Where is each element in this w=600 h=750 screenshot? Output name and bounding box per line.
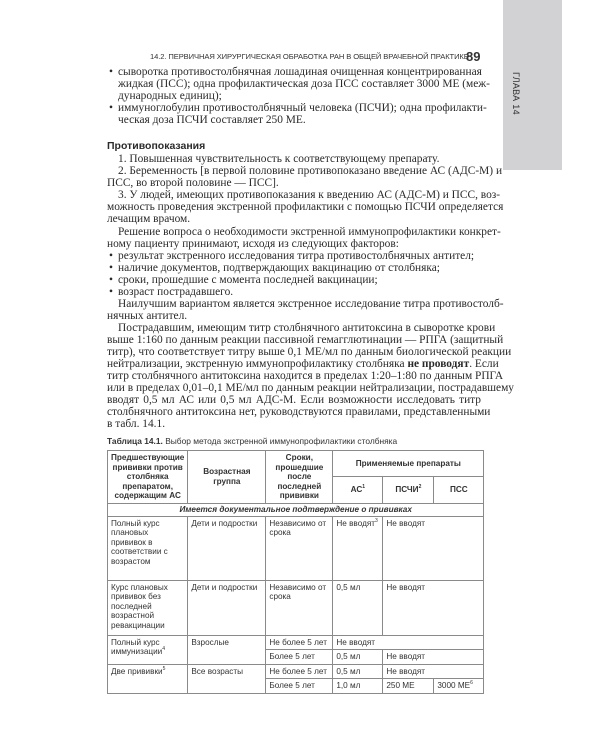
- prophylaxis-table: [107, 450, 484, 694]
- section-heading: Противопоказания: [107, 140, 206, 153]
- cell-age: Взрослые: [188, 635, 266, 664]
- cell-age: Дети и подростки: [188, 516, 266, 580]
- cell-prior: Две прививки$^5$: [108, 664, 188, 693]
- running-header: 14.2. ПЕРВИЧНАЯ ХИРУРГИЧЕСКАЯ ОБРАБОТКА РАН В ОБЩЕЙ ВРАЧЕБНОЙ ПРАКТИКЕ: [150, 52, 469, 61]
- cell-rest: Не вводят: [383, 580, 484, 635]
- cell-all: Не вводят: [333, 635, 484, 650]
- table-row: [108, 580, 484, 635]
- cell-rest: Не вводят: [383, 650, 484, 665]
- paragraph-line: нячных антител.: [107, 309, 188, 322]
- paragraph-line: ному пациенту принимают, исходя из следующих факторов:: [107, 237, 399, 250]
- body-text: [107, 66, 514, 431]
- cell-as: 0,5 мл: [333, 650, 383, 665]
- bullet-line: жидкая (ПСС); одна профилактическая доза ПСС составляет 3000 МЕ (меж-: [118, 78, 490, 91]
- paragraph-line: Решение вопроса о необходимости экстренной иммунопрофилактики конкрет-: [118, 225, 501, 238]
- header-pschi: ПСЧИ$^2$: [383, 477, 434, 503]
- header-pss: ПСС: [434, 477, 484, 503]
- paragraph-line: столбнячного антитоксина нет, руководствуются правилами, представленными: [107, 406, 491, 419]
- bullet-line: • иммуноглобулин противостолбнячный человека (ПСЧИ); одна профилакти-: [107, 102, 481, 114]
- paragraph-line: лечащим врачом.: [107, 213, 191, 226]
- cell-pschi: 250 МЕ: [383, 679, 434, 694]
- cell-rest: Не вводят: [383, 664, 484, 679]
- bullet-line: • результат экстренного исследования титра противостолбнячных антител;: [107, 250, 481, 262]
- paragraph-line: в табл. 14.1.: [107, 418, 166, 431]
- cell-time: Не более 5 лет: [266, 635, 333, 650]
- table-row: [108, 664, 484, 679]
- cell-as: Не вводят$^3$: [333, 516, 383, 580]
- bullet-line: дународных единиц);: [118, 90, 222, 103]
- paragraph-line: титр столбнячного антитоксина находится в пределах 1:20–1:80 по данным РПГА: [107, 370, 504, 383]
- header-drugs: Применяемые препараты: [333, 451, 484, 477]
- paragraph-line: Наилучшим вариантом является экстренное исследование титра противостолб-: [118, 297, 504, 310]
- header-time: Сроки, прошедшие после последней прививки: [266, 451, 333, 504]
- chapter-tab: [503, 0, 562, 170]
- paragraph-line: или в пределах 0,01–0,1 МЕ/мл по данным реакции нейтрализации, пострадавшему: [107, 382, 514, 395]
- paragraph-line: нейтрализации, экстренную иммунопрофилактику столбняка не проводят. Если: [107, 358, 499, 371]
- header-age: Возрастная группа: [188, 451, 266, 504]
- spacer: [107, 130, 481, 139]
- cell-time: Более 5 лет: [266, 650, 333, 665]
- cell-age: Все возрасты: [188, 664, 266, 693]
- header-prior: Предшествующие прививки против столбняка препаратом, содержащим АС: [108, 451, 188, 504]
- table-caption-label: Таблица 14.1.: [107, 436, 163, 446]
- cell-time: Независимо от срока: [266, 580, 333, 635]
- section-label: Имеется документальное подтверждение о прививках: [108, 503, 484, 516]
- paragraph-line: 1. Повышенная чувствительность к соответствующему препарату.: [118, 153, 440, 166]
- cell-as: 0,5 мл: [333, 580, 383, 635]
- bullet-line: • сыворотка противостолбнячная лошадиная очищенная концентрированная: [107, 66, 481, 78]
- table-section-row: [108, 503, 484, 516]
- table-caption-text: Выбор метода экстренной иммунопрофилактики столбняка: [165, 436, 398, 446]
- paragraph-line: Пострадавшим, имеющим титр столбнячного антитоксина в сыворотке крови: [118, 321, 496, 334]
- table-row: [108, 635, 484, 650]
- cell-pss: 3000 $МЕ^6$: [434, 679, 484, 694]
- bullet-line: • наличие документов, подтверждающих вакцинацию от столбняка;: [107, 262, 481, 274]
- bullet-line: • сроки, прошедшие с момента последней вакцинации;: [107, 274, 481, 286]
- page-number: 89: [466, 49, 481, 64]
- paragraph-line: ПСС, во второй половине — ПСС].: [107, 177, 279, 190]
- cell-rest: Не вводят: [383, 516, 484, 580]
- cell-time: Независимо от срока: [266, 516, 333, 580]
- table-header-row: [108, 451, 484, 477]
- cell-as: 0,5 мл: [333, 664, 383, 679]
- paragraph-line: можность проведения экстренной профилактики с помощью ПСЧИ определяется: [107, 201, 504, 214]
- cell-prior: Полный курс плановых прививок в соответствии с возрастом: [108, 516, 188, 580]
- cell-time: Более 5 лет: [266, 679, 333, 694]
- paragraph-line: 2. Беременность [в первой половине противопоказано введение АС (АДС-М) и: [118, 165, 503, 178]
- chapter-tab-label: ГЛАВА 14: [511, 72, 521, 115]
- paragraph-line: вводят 0,5 мл АС или 0,5 мл АДС-М. Если возможности исследовать титр: [107, 394, 481, 407]
- paragraph-line: выше 1:160 по данным реакции пассивной гемагглютинации — РПГА (защитный: [107, 333, 504, 346]
- table-caption: [107, 436, 397, 446]
- cell-age: Дети и подростки: [188, 580, 266, 635]
- cell-as: 1,0 мл: [333, 679, 383, 694]
- table-row: [108, 516, 484, 580]
- paragraph-line: титр), что соответствует титру выше 0,1 МЕ/мл по данным биологической реакции: [107, 345, 512, 358]
- bold-emphasis: не проводят: [407, 358, 470, 371]
- bullet-line: • возраст пострадавшего.: [107, 286, 481, 298]
- cell-time: Не более 5 лет: [266, 664, 333, 679]
- cell-prior: Курс плановых прививок без последней возрастной ревакцинации: [108, 580, 188, 635]
- cell-prior: Полный курс иммунизации$^4$: [108, 635, 188, 664]
- paragraph-line: 3. У людей, имеющих противопоказания к введению АС (АДС-М) и ПСС, воз-: [118, 189, 501, 202]
- bullet-line: ческая доза ПСЧИ составляет 250 МЕ.: [118, 114, 306, 127]
- header-as: $АС^1$: [333, 477, 383, 503]
